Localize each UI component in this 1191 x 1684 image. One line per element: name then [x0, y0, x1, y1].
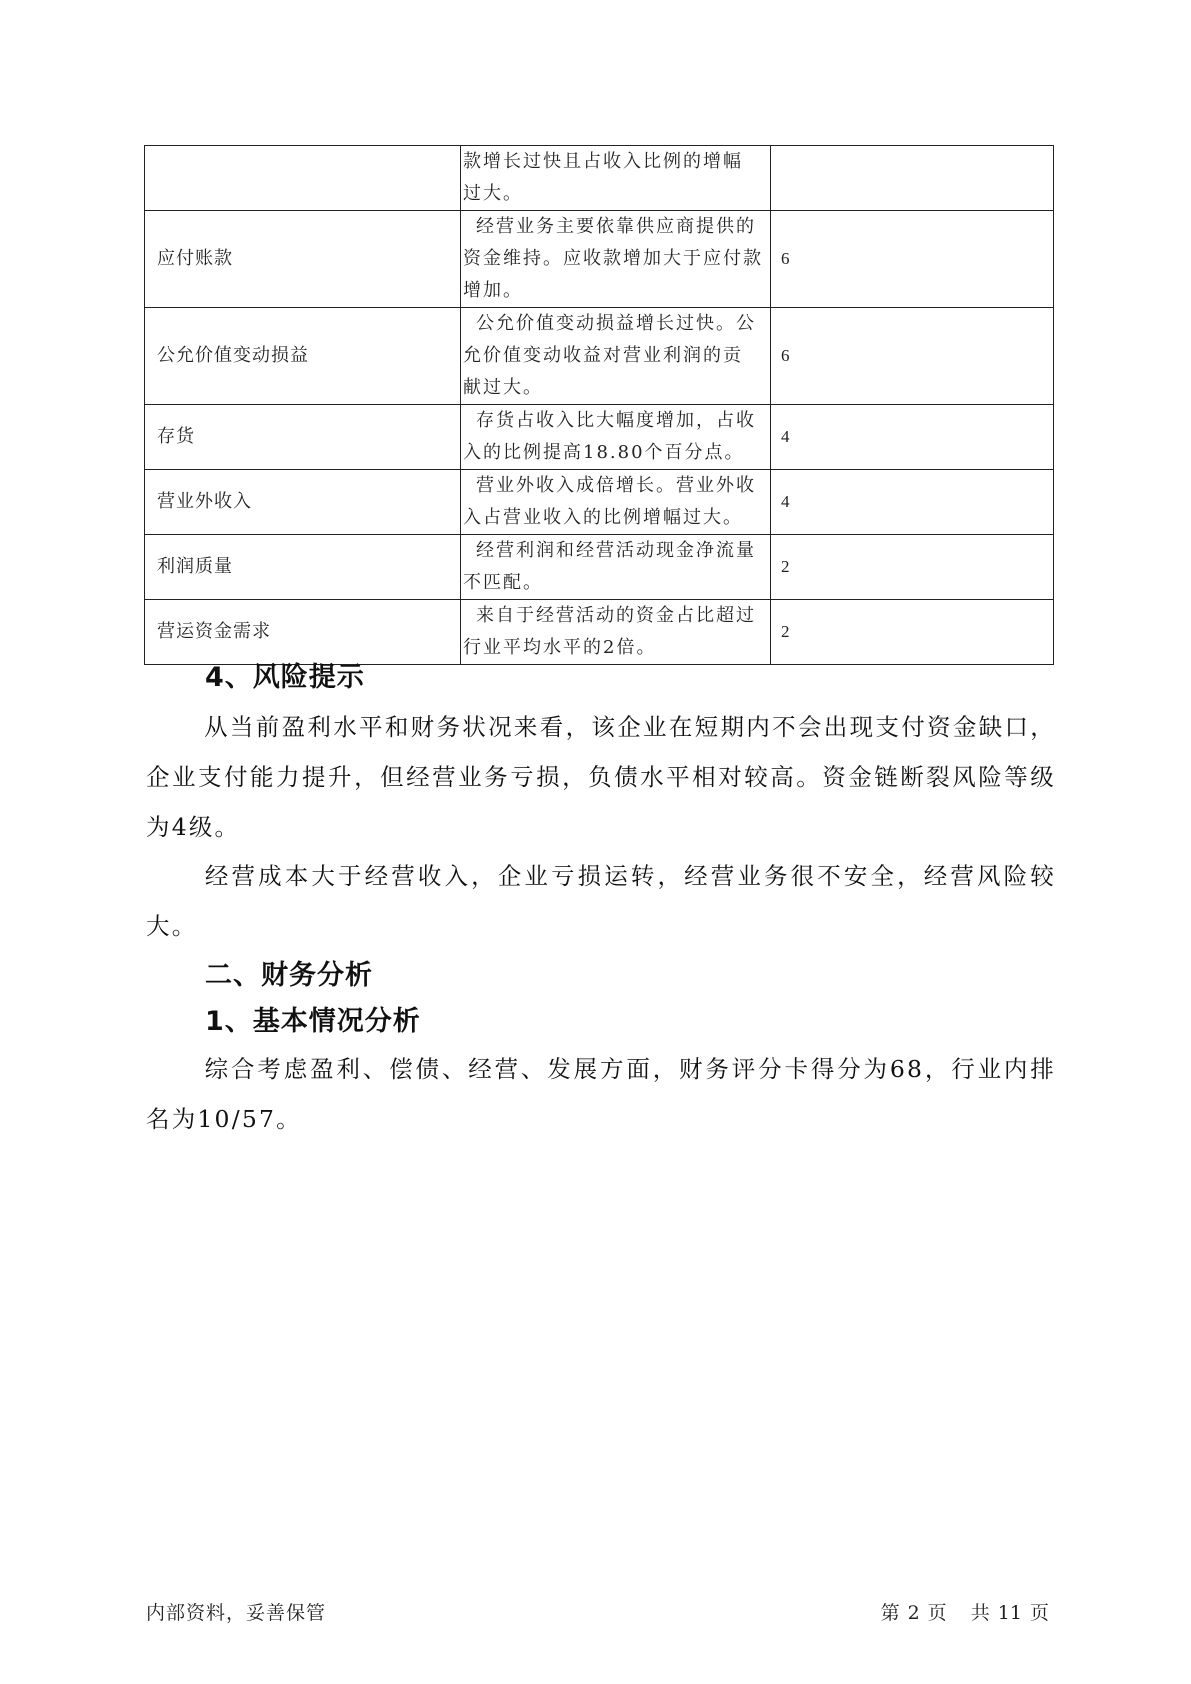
risk-score: 4 — [771, 470, 1054, 535]
table-row — [145, 535, 1054, 600]
risk-score: 2 — [771, 535, 1054, 600]
risk-item-name — [145, 146, 461, 211]
risk-section-heading: 4、风险提示 — [205, 662, 365, 693]
risk-reason-line: 过大。 — [463, 183, 523, 204]
footer-confidential-note: 内部资料，妥善保管 — [146, 1602, 327, 1624]
risk-score: 2 — [771, 600, 1054, 665]
risk-reason-line: 入占营业收入的比例增幅过大。 — [463, 507, 743, 528]
risk-reason-line: 公允价值变动损益增长过快。公 — [476, 313, 756, 334]
risk-reason-line: 经营业务主要依靠供应商提供的 — [476, 216, 756, 237]
finance-section-heading: 二、财务分析 — [205, 960, 373, 991]
footer-page-indicator: 第 2 页 共 11 页 — [880, 1602, 1049, 1624]
risk-reason — [461, 535, 771, 600]
risk-score: 6 — [771, 308, 1054, 405]
table-row — [145, 470, 1054, 535]
risk-reason-line: 入的比例提高18.80个百分点。 — [463, 442, 745, 463]
risk-score — [771, 146, 1054, 211]
risk-reason — [461, 600, 771, 665]
risk-item-name: 应付账款 — [145, 211, 461, 308]
risk-reason — [461, 146, 771, 211]
risk-reason-line: 资金维持。应收款增加大于应付款 — [463, 248, 763, 269]
risk-score: 6 — [771, 211, 1054, 308]
current-page-number: 2 — [907, 1602, 920, 1624]
risk-item-name: 存货 — [145, 405, 461, 470]
risk-reason-line: 允价值变动收益对营业利润的贡 — [463, 345, 743, 366]
risk-reason-line: 来自于经营活动的资金占比超过 — [476, 605, 756, 626]
risk-reason — [461, 405, 771, 470]
risk-reason-line: 献过大。 — [463, 377, 543, 398]
risk-reason-line: 不匹配。 — [463, 572, 543, 593]
risk-item-name: 营运资金需求 — [145, 600, 461, 665]
risk-item-name: 营业外收入 — [145, 470, 461, 535]
risk-reason-line: 营业外收入成倍增长。营业外收 — [476, 475, 756, 496]
risk-reason-line: 经营利润和经营活动现金净流量 — [476, 540, 756, 561]
total-pages: 11 — [997, 1602, 1022, 1624]
basic-analysis-paragraph: 综合考虑盈利、偿债、经营、发展方面，财务评分卡得分为68，行业内排名为10/57。 — [146, 1055, 1056, 1133]
risk-reason — [461, 470, 771, 535]
risk-paragraph-2: 经营成本大于经营收入，企业亏损运转，经营业务很不安全，经营风险较大。 — [146, 862, 1056, 940]
table-row — [145, 308, 1054, 405]
risk-item-name: 公允价值变动损益 — [145, 308, 461, 405]
basic-analysis-heading: 1、基本情况分析 — [205, 1006, 421, 1037]
risk-item-name: 利润质量 — [145, 535, 461, 600]
risk-reason-line: 款增长过快且占收入比例的增幅 — [463, 151, 743, 172]
risk-score: 4 — [771, 405, 1054, 470]
table-row — [145, 146, 1054, 211]
risk-reason-line: 行业平均水平的2倍。 — [463, 637, 657, 658]
table-row — [145, 211, 1054, 308]
risk-reason — [461, 308, 771, 405]
risk-reason-line: 增加。 — [463, 280, 523, 301]
risk-reason — [461, 211, 771, 308]
table-row — [145, 405, 1054, 470]
risk-reason-line: 存货占收入比大幅度增加，占收 — [476, 410, 756, 431]
risk-paragraph-1: 从当前盈利水平和财务状况来看，该企业在短期内不会出现支付资金缺口，企业支付能力提升，但经营业务亏损，负债水平相对较高。资金链断裂风险等级为4级。 — [146, 713, 1056, 841]
risk-factor-table — [144, 145, 1054, 665]
